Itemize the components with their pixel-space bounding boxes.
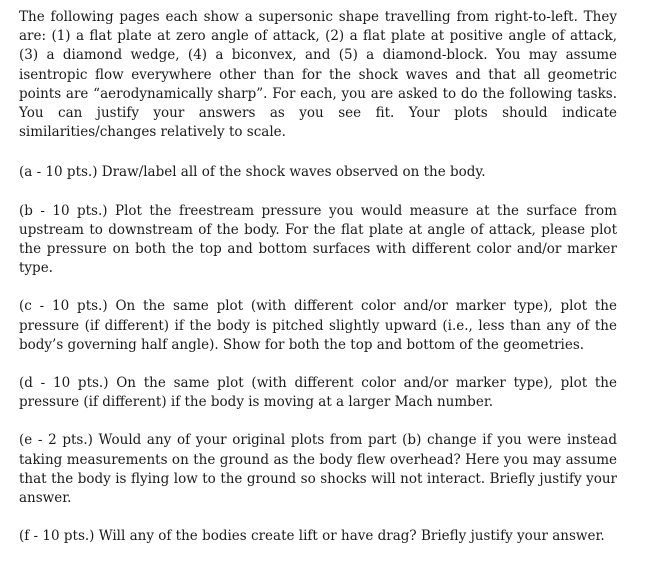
part-e-paragraph: (e - 2 pts.) Would any of your original plots from part (b) change if you were instead taking measurements on the ground as the body flew overhead? Here you may assume that the body is flying low to the ground so shocks will not interact. Briefly justify your answer. <box>19 432 617 507</box>
part-a-paragraph: (a - 10 pts.) Draw/label all of the shock waves observed on the body. <box>19 164 486 181</box>
intro-paragraph: The following pages each show a supersonic shape travelling from right-to-left. They are: (1) a flat plate at zero angle of attack, (2) a flat plate at positive angle of attack, (3) a diamond wedge, (4) a biconvex, and (5) a diamond-block. You may assume isentropic flow everywhere other than for the shock waves and that all geometric points are “aerodynamically sharp”. For each, you are asked to do the following tasks. You can justify your answers as you see fit. Your plots should indicate similarities/changes relatively to scale. <box>19 9 617 141</box>
part-b-paragraph: (b - 10 pts.) Plot the freestream pressure you would measure at the surface from upstream to downstream of the body. For the flat plate at angle of attack, please plot the pressure on both the top and bottom surfaces with different color and/or marker type. <box>19 202 617 277</box>
problem-statement <box>19 8 617 565</box>
part-d-paragraph: (d - 10 pts.) On the same plot (with different color and/or marker type), plot the pressure (if different) if the body is moving at a larger Mach number. <box>19 375 617 411</box>
part-c-paragraph: (c - 10 pts.) On the same plot (with different color and/or marker type), plot the pressure (if different) if the body is pitched slightly upward (i.e., less than any of the body’s governing half angle). Show for both the top and bottom of the geometries. <box>19 298 617 353</box>
part-f-paragraph: (f - 10 pts.) Will any of the bodies create lift or have drag? Briefly justify your answer. <box>19 528 605 545</box>
